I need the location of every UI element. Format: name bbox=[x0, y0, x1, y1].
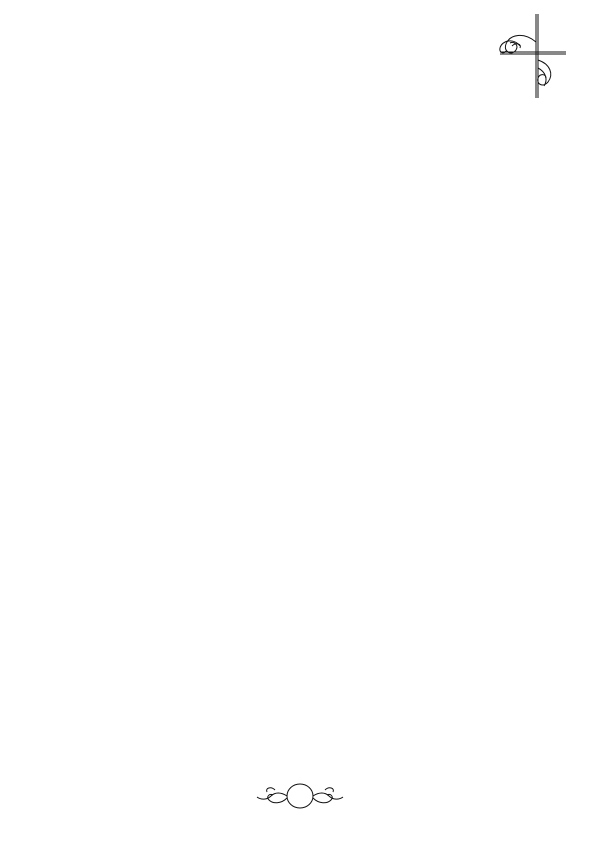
section-heading bbox=[64, 246, 518, 264]
scroll-ornament-icon bbox=[255, 782, 345, 812]
toc-section bbox=[64, 246, 518, 264]
cross-flourish-icon bbox=[490, 12, 568, 100]
